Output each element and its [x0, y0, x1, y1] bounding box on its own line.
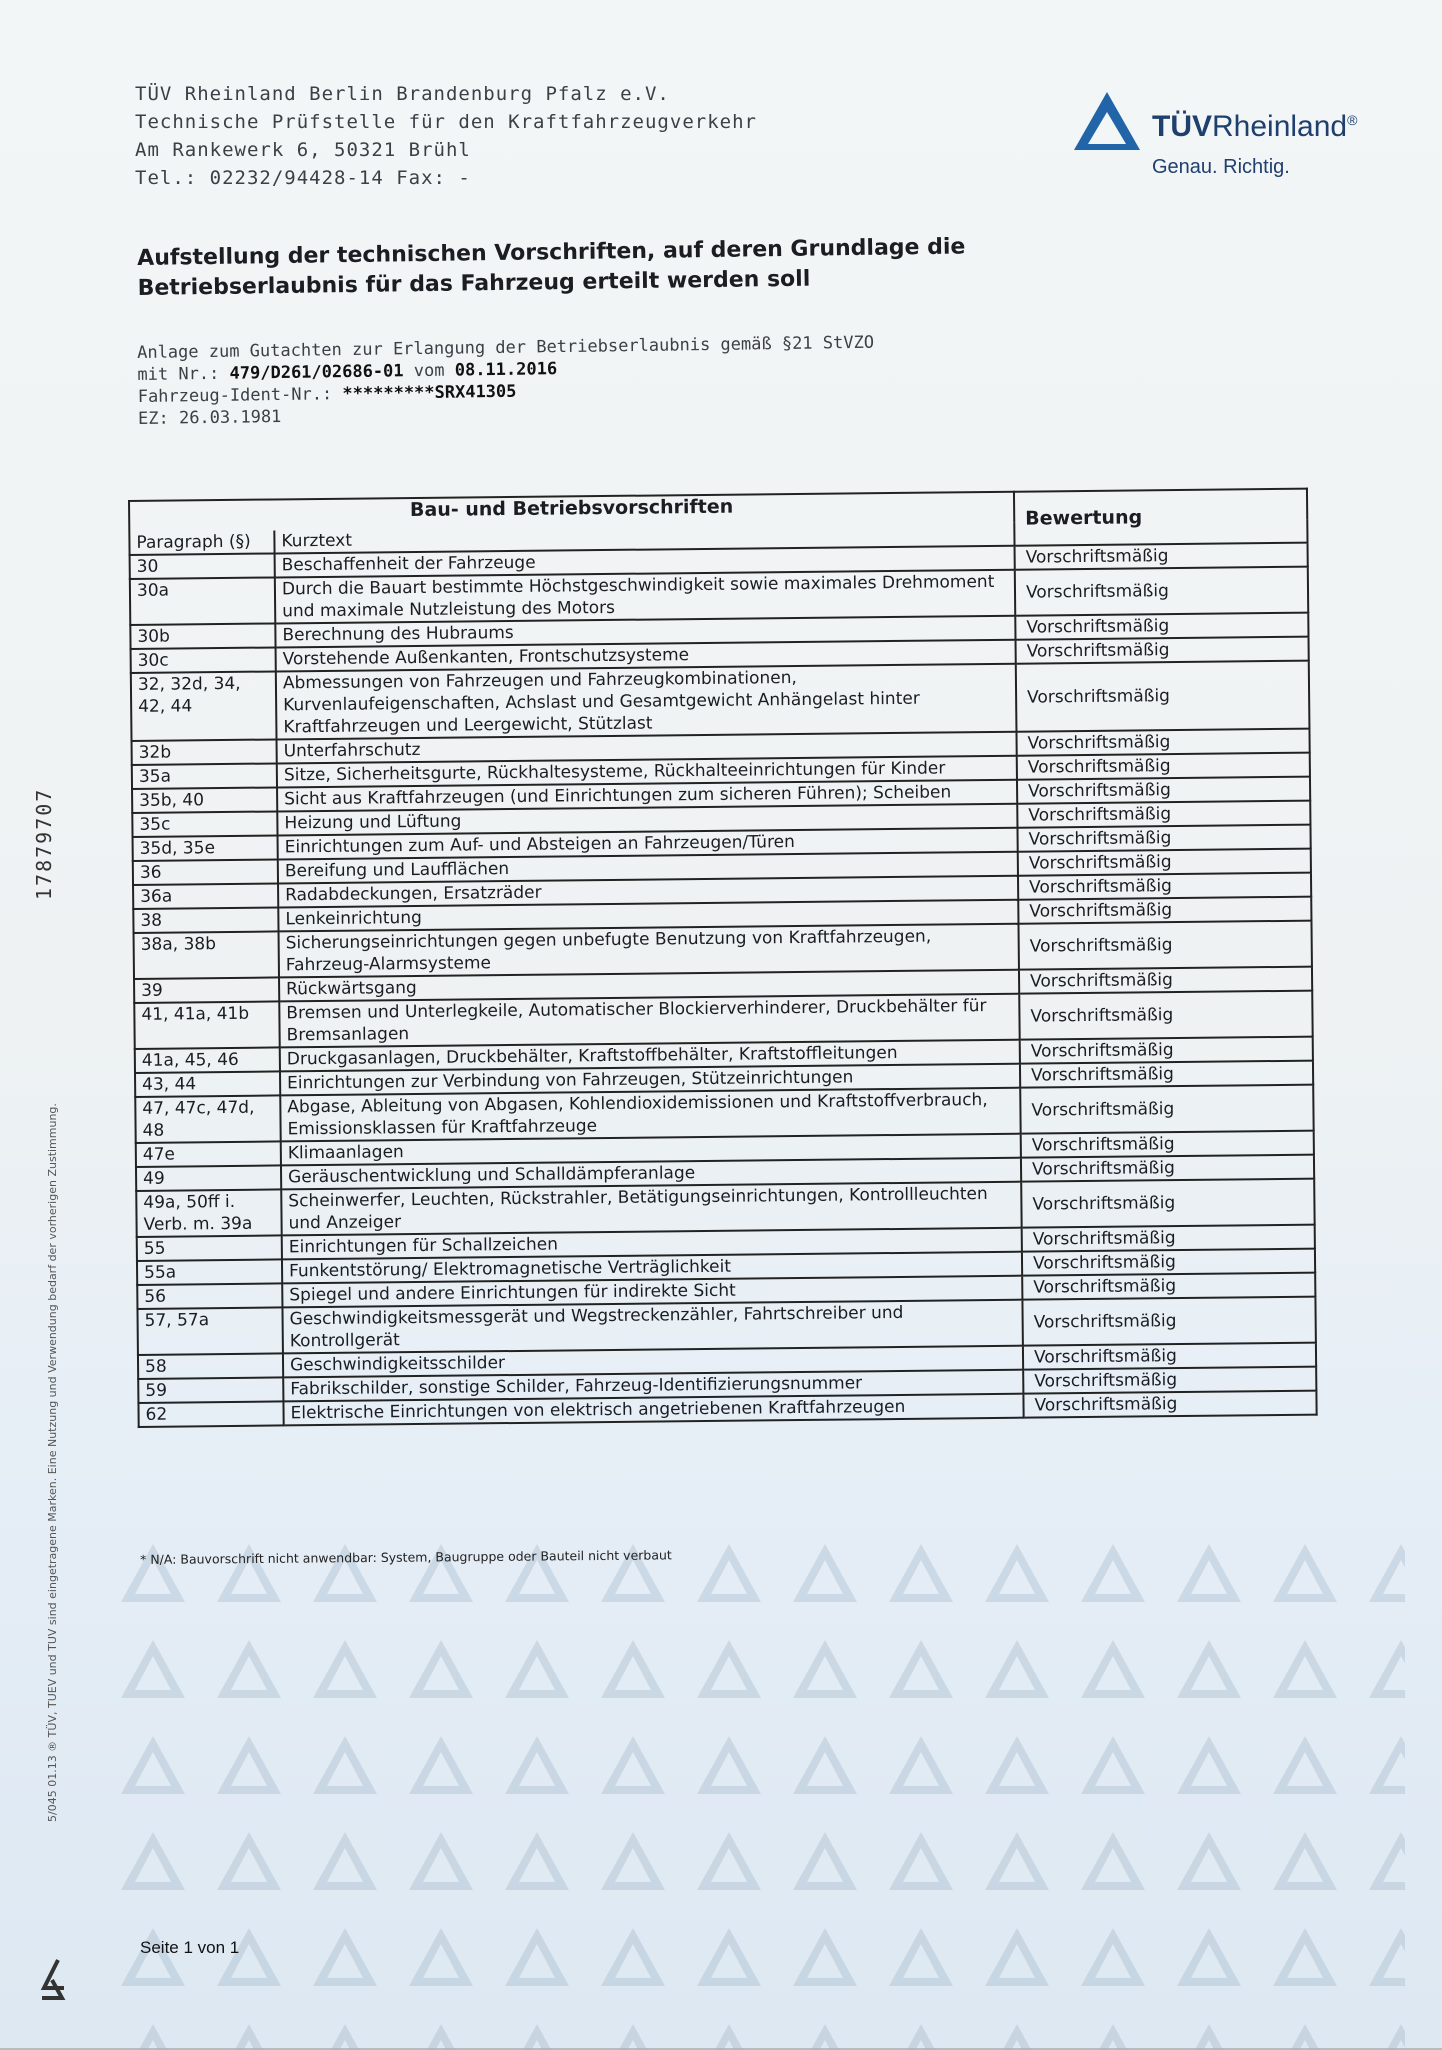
paragraph-cell: 35c — [132, 811, 277, 837]
column-header-evaluation: Bewertung — [1014, 489, 1308, 546]
issuer-address-block — [135, 80, 757, 192]
evaluation-cell: Vorschriftsmäßig — [1021, 1179, 1314, 1228]
paragraph-cell: 41, 41a, 41b — [134, 1001, 279, 1049]
short-text-cell: Abgase, Ableitung von Abgasen, Kohlendioxidemissionen und Kraftstoffverbrauch, Emissionsklassen für Kraftfahrzeuge — [280, 1088, 1020, 1142]
paragraph-cell: 49 — [136, 1165, 281, 1191]
evaluation-cell: Vorschriftsmäßig — [1016, 661, 1310, 732]
short-text-cell: Klimaanlagen — [281, 1134, 1021, 1166]
evaluation-cell: Vorschriftsmäßig — [1020, 1061, 1313, 1088]
evaluation-cell: Vorschriftsmäßig — [1016, 729, 1309, 756]
evaluation-cell: Vorschriftsmäßig — [1017, 753, 1310, 780]
evaluation-cell: Vorschriftsmäßig — [1017, 825, 1310, 852]
short-text-cell: Bremsen und Unterlegkeile, Automatischer Blockierverhinderer, Druckbehälter für Bremsanlagen — [279, 994, 1019, 1048]
paragraph-cell: 58 — [138, 1353, 283, 1379]
corner-logo-icon — [38, 1958, 72, 2004]
evaluation-cell: Vorschriftsmäßig — [1022, 1273, 1315, 1300]
regulations-table — [128, 488, 1318, 1428]
short-text-cell: Vorstehende Außenkanten, Frontschutzsysteme — [276, 640, 1016, 672]
vin-label: Fahrzeug-Ident-Nr.: — [137, 384, 333, 407]
short-text-cell: Rückwärtsgang — [279, 970, 1019, 1002]
regulations-table-body — [130, 543, 1317, 1427]
evaluation-cell: Vorschriftsmäßig — [1015, 613, 1308, 640]
short-text-cell: Abmessungen von Fahrzeugen und Fahrzeugkombinationen, Kurvenlaufeigenschaften, Achslast und Gesamtgewicht Anhängelast hinter Kraftfahrzeugen und Leergewicht, Stützlast — [276, 664, 1017, 740]
tuv-triangle-icon — [1072, 90, 1142, 154]
table-heading: Bau- und Betriebsvorschriften — [129, 492, 1014, 532]
paragraph-cell: 38 — [133, 907, 278, 933]
paragraph-cell: 36a — [133, 883, 278, 909]
evaluation-cell: Vorschriftsmäßig — [1020, 1037, 1313, 1064]
paragraph-cell: 39 — [134, 977, 279, 1003]
logo-brand-bold: TÜV — [1152, 110, 1212, 143]
short-text-cell: Sicht aus Kraftfahrzeugen (und Einrichtungen zum sicheren Führen); Scheiben — [277, 780, 1017, 812]
short-text-cell: Sicherungseinrichtungen gegen unbefugte Benutzung von Kraftfahrzeugen, Fahrzeug-Alarmsysteme — [279, 924, 1019, 978]
evaluation-cell: Vorschriftsmäßig — [1015, 567, 1308, 616]
evaluation-cell: Vorschriftsmäßig — [1023, 1391, 1316, 1418]
evaluation-cell: Vorschriftsmäßig — [1018, 849, 1311, 876]
evaluation-cell: Vorschriftsmäßig — [1017, 801, 1310, 828]
vin-value: *********SRX41305 — [342, 381, 517, 405]
short-text-cell: Durch die Bauart bestimmte Höchstgeschwindigkeit sowie maximales Drehmoment und maximale Nutzleistung des Motors — [275, 570, 1015, 624]
evaluation-cell: Vorschriftsmäßig — [1021, 1155, 1314, 1182]
paragraph-cell: 41a, 45, 46 — [135, 1047, 280, 1073]
paragraph-cell: 35b, 40 — [132, 787, 277, 813]
tuv-logo — [1070, 88, 1410, 188]
paragraph-cell: 30 — [130, 553, 275, 579]
report-date-label: vom — [413, 360, 445, 382]
evaluation-cell: Vorschriftsmäßig — [1017, 777, 1310, 804]
logo-registered-mark: ® — [1347, 112, 1358, 128]
side-legal-notice: 5/045 01.13 ® TÜV, TUEV und TUV sind eingetragene Marken. Eine Nutzung und Verwendung bedarf der vorherigen Zustimmung. — [46, 1103, 59, 1822]
evaluation-cell: Vorschriftsmäßig — [1019, 967, 1312, 994]
first-registration: EZ: 26.03.1981 — [137, 406, 282, 429]
column-header-short-text: Kurztext — [274, 523, 1014, 554]
paragraph-cell: 56 — [137, 1283, 282, 1309]
evaluation-cell: Vorschriftsmäßig — [1018, 897, 1311, 924]
issuer-phone: Tel.: 02232/94428-14 Fax: - — [135, 167, 471, 189]
paragraph-cell: 30c — [131, 647, 276, 673]
paragraph-cell: 62 — [138, 1401, 283, 1427]
paragraph-cell: 43, 44 — [135, 1071, 280, 1097]
short-text-cell: Heizung und Lüftung — [277, 804, 1017, 836]
evaluation-cell: Vorschriftsmäßig — [1022, 1225, 1315, 1252]
short-text-cell: Einrichtungen zum Auf- und Absteigen an Fahrzeugen/Türen — [278, 828, 1018, 860]
short-text-cell: Scheinwerfer, Leuchten, Rückstrahler, Betätigungseinrichtungen, Kontrollleuchten und Anzeiger — [281, 1182, 1021, 1236]
short-text-cell: Sitze, Sicherheitsgurte, Rückhaltesysteme, Rückhalteeinrichtungen für Kinder — [277, 756, 1017, 788]
issuer-address: Am Rankewerk 6, 50321 Brühl — [135, 139, 471, 161]
column-header-paragraph: Paragraph (§) — [129, 530, 274, 555]
paragraph-cell: 30b — [130, 623, 275, 649]
logo-claim: Genau. Richtig. — [1152, 156, 1290, 178]
paragraph-cell: 30a — [130, 577, 275, 625]
paragraph-cell: 32b — [132, 739, 277, 765]
short-text-cell: Radabdeckungen, Ersatzräder — [278, 876, 1018, 908]
report-reference-block — [137, 332, 875, 430]
short-text-cell: Bereifung und Laufflächen — [278, 852, 1018, 884]
paragraph-cell: 57, 57a — [137, 1307, 282, 1355]
evaluation-cell: Vorschriftsmäßig — [1015, 543, 1308, 570]
short-text-cell: Lenkeinrichtung — [278, 900, 1018, 932]
short-text-cell: Einrichtungen für Schallzeichen — [282, 1228, 1022, 1260]
report-date: 08.11.2016 — [454, 359, 558, 381]
table-row — [131, 661, 1310, 741]
paragraph-cell: 47, 47c, 47d, 48 — [135, 1095, 280, 1143]
evaluation-cell: Vorschriftsmäßig — [1022, 1297, 1315, 1346]
short-text-cell: Beschaffenheit der Fahrzeuge — [275, 546, 1015, 578]
watermark-pattern — [105, 1530, 1405, 2050]
evaluation-cell: Vorschriftsmäßig — [1023, 1367, 1316, 1394]
logo-wordmark — [1152, 110, 1357, 144]
paragraph-cell: 35a — [132, 763, 277, 789]
regulations-table-wrapper — [128, 488, 1316, 1428]
page-number: Seite 1 von 1 — [140, 1938, 240, 1957]
short-text-cell: Unterfahrschutz — [277, 732, 1017, 764]
short-text-cell: Geräuschentwicklung und Schalldämpferanlage — [281, 1158, 1021, 1190]
short-text-cell: Fabrikschilder, sonstige Schilder, Fahrzeug-Identifizierungsnummer — [283, 1370, 1023, 1402]
evaluation-cell: Vorschriftsmäßig — [1019, 991, 1312, 1040]
issuer-name: TÜV Rheinland Berlin Brandenburg Pfalz e.V. — [135, 83, 670, 105]
evaluation-cell: Vorschriftsmäßig — [1018, 921, 1311, 970]
side-serial-number: 17879707 — [32, 787, 56, 900]
paragraph-cell: 55 — [137, 1235, 282, 1261]
short-text-cell: Einrichtungen zur Verbindung von Fahrzeugen, Stützeinrichtungen — [280, 1064, 1020, 1096]
footnote: * N/A: Bauvorschrift nicht anwendbar: System, Baugruppe oder Bauteil nicht verbaut — [140, 1547, 672, 1567]
short-text-cell: Spiegel und andere Einrichtungen für indirekte Sicht — [282, 1276, 1022, 1308]
paragraph-cell: 49a, 50ff i. Verb. m. 39a — [136, 1189, 281, 1237]
short-text-cell: Elektrische Einrichtungen von elektrisch angetriebenen Kraftfahrzeugen — [283, 1394, 1023, 1426]
report-number-label: mit Nr.: — [137, 363, 220, 385]
paragraph-cell: 35d, 35e — [133, 835, 278, 861]
short-text-cell: Geschwindigkeitsmessgerät und Wegstreckenzähler, Fahrtschreiber und Kontrollgerät — [282, 1300, 1022, 1354]
paragraph-cell: 59 — [138, 1377, 283, 1403]
paragraph-cell: 47e — [136, 1141, 281, 1167]
short-text-cell: Berechnung des Hubraums — [275, 616, 1015, 648]
title-line-2: Betriebserlaubnis für das Fahrzeug erteilt werden soll — [137, 266, 811, 301]
evaluation-cell: Vorschriftsmäßig — [1020, 1085, 1313, 1134]
paragraph-cell: 36 — [133, 859, 278, 885]
evaluation-cell: Vorschriftsmäßig — [1023, 1343, 1316, 1370]
evaluation-cell: Vorschriftsmäßig — [1018, 873, 1311, 900]
document-title — [137, 231, 1058, 304]
evaluation-cell: Vorschriftsmäßig — [1022, 1249, 1315, 1276]
paragraph-cell: 32, 32d, 34, 42, 44 — [131, 671, 277, 741]
report-number: 479/D261/02686-01 — [229, 361, 404, 384]
short-text-cell: Funkentstörung/ Elektromagnetische Verträglichkeit — [282, 1252, 1022, 1284]
short-text-cell: Druckgasanlagen, Druckbehälter, Kraftstoffbehälter, Kraftstoffleitungen — [280, 1040, 1020, 1072]
evaluation-cell: Vorschriftsmäßig — [1016, 637, 1309, 664]
annex-line: Anlage zum Gutachten zur Erlangung der Betriebserlaubnis gemäß §21 StVZO — [137, 332, 875, 363]
paragraph-cell: 38a, 38b — [134, 931, 279, 979]
evaluation-cell: Vorschriftsmäßig — [1021, 1131, 1314, 1158]
paragraph-cell: 55a — [137, 1259, 282, 1285]
title-line-1: Aufstellung der technischen Vorschriften, auf deren Grundlage die — [137, 234, 966, 271]
issuer-department: Technische Prüfstelle für den Kraftfahrzeugverkehr — [135, 111, 757, 133]
logo-brand-rest: Rheinland — [1212, 110, 1348, 143]
short-text-cell: Geschwindigkeitsschilder — [283, 1346, 1023, 1378]
